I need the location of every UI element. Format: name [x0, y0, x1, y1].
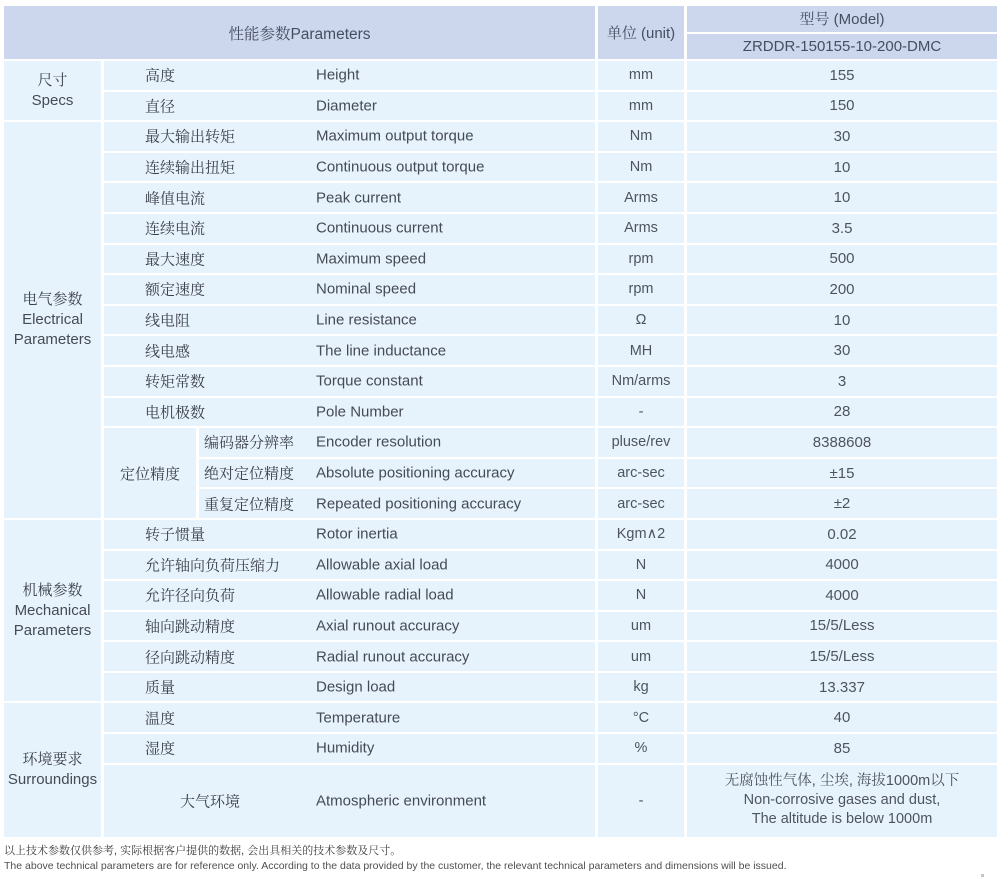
unit-cell: N — [598, 551, 687, 580]
param-label-cell — [199, 428, 598, 457]
param-label-cn: 线电感 — [145, 343, 191, 361]
table-row — [104, 765, 997, 839]
param-label-cn: 质量 — [145, 679, 176, 697]
param-label-en: Nominal speed — [316, 280, 417, 298]
footnote — [4, 844, 994, 874]
param-label-en: Diameter — [316, 97, 377, 115]
value-cell: 15/5/Less — [687, 642, 997, 671]
param-label-en: Maximum speed — [316, 250, 427, 268]
param-label-cn: 编码器分辨率 — [204, 434, 295, 452]
param-label-cn: 连续电流 — [145, 220, 206, 238]
param-label-cell — [104, 520, 598, 549]
value-line: 无腐蚀性气体, 尘埃, 海拔1000m以下 — [724, 773, 960, 790]
table-row — [104, 122, 997, 153]
value-line: Non-corrosive gases and dust, — [743, 792, 941, 809]
table-row — [104, 398, 997, 429]
param-label-en: Torque constant — [316, 372, 423, 390]
value-cell: 4000 — [687, 551, 997, 580]
footnote-cn: 以上技术参数仅供参考, 实际根据客户提供的数据, 会出具相关的技术参数及尺寸。 — [4, 845, 402, 857]
category-cell — [4, 122, 104, 520]
unit-cell: Nm — [598, 153, 687, 182]
table-row — [199, 459, 997, 490]
unit-cell: N — [598, 581, 687, 610]
param-label-cn: 转矩常数 — [145, 373, 206, 391]
header-model-number: ZRDDR-150155-10-200-DMC — [742, 37, 942, 55]
value-cell: 3 — [687, 367, 997, 396]
category-label-cn: 机械参数 — [22, 581, 83, 599]
param-label-cn: 高度 — [145, 67, 176, 85]
unit-cell: arc-sec — [598, 459, 687, 488]
param-label-cn: 最大输出转矩 — [145, 128, 236, 146]
param-label-cn: 电机极数 — [145, 404, 206, 422]
category-label-cn: 电气参数 — [22, 291, 83, 309]
param-label-cell — [104, 275, 598, 304]
header-model-label: 型号 (Model) — [687, 6, 997, 34]
param-label-cn: 绝对定位精度 — [204, 465, 295, 483]
unit-cell: mm — [598, 61, 687, 90]
param-label-cn: 大气环境 — [179, 793, 240, 811]
param-label-en: Pole Number — [316, 403, 404, 421]
value-cell: 500 — [687, 245, 997, 274]
param-label-cell — [104, 581, 598, 610]
table-row — [104, 367, 997, 398]
table-row — [104, 153, 997, 184]
param-label-cell — [199, 459, 598, 488]
param-label-en: Absolute positioning accuracy — [316, 464, 515, 482]
param-label-cell — [104, 214, 598, 243]
param-label-en: Allowable axial load — [316, 556, 448, 574]
table-row — [104, 306, 997, 337]
table-row — [104, 642, 997, 673]
param-label-en: Line resistance — [316, 311, 417, 329]
category-label-en: Surroundings — [7, 771, 98, 789]
unit-cell: °C — [598, 703, 687, 732]
param-label-en: Repeated positioning accuracy — [316, 495, 522, 513]
table-row — [104, 673, 997, 704]
param-label-cn: 允许轴向负荷压缩力 — [145, 557, 281, 575]
table-row — [104, 92, 997, 123]
param-label-cell — [199, 489, 598, 518]
unit-cell: Kgm∧2 — [598, 520, 687, 549]
param-label-en: Peak current — [316, 189, 402, 207]
param-label-cell — [104, 92, 598, 121]
unit-cell: arc-sec — [598, 489, 687, 518]
table-row — [104, 734, 997, 765]
table-body — [4, 61, 997, 839]
param-label-cell — [104, 398, 598, 427]
unit-cell: um — [598, 642, 687, 671]
param-label-cell — [104, 306, 598, 335]
unit-cell: Ω — [598, 306, 687, 335]
param-label-cn: 线电阻 — [145, 312, 191, 330]
value-cell: 155 — [687, 61, 997, 90]
param-label-cn: 允许径向负荷 — [145, 587, 236, 605]
table-group — [4, 520, 997, 704]
param-label-en: Encoder resolution — [316, 433, 442, 451]
param-label-en: Temperature — [316, 709, 401, 727]
table-row — [104, 245, 997, 276]
table-group — [4, 703, 997, 838]
value-cell: 28 — [687, 398, 997, 427]
value-cell: 40 — [687, 703, 997, 732]
param-label-en: Rotor inertia — [316, 525, 398, 543]
header-unit-cell: 单位 (unit) — [598, 6, 687, 59]
param-label-cell — [104, 122, 598, 151]
table-row — [104, 336, 997, 367]
table-row — [104, 612, 997, 643]
param-label-cn: 直径 — [145, 98, 176, 116]
unit-cell: rpm — [598, 245, 687, 274]
table-row — [199, 428, 997, 459]
subgroup-label-cell: 定位精度 — [104, 428, 199, 520]
unit-cell: kg — [598, 673, 687, 702]
param-label-cell — [104, 183, 598, 212]
group-rows — [104, 703, 997, 838]
category-label-en: Mechanical Parameters — [13, 601, 92, 639]
value-cell: 3.5 — [687, 214, 997, 243]
table-group — [4, 61, 997, 122]
header-parameters-cell: 性能参数Parameters — [4, 6, 598, 59]
value-cell: 85 — [687, 734, 997, 763]
value-cell: 8388608 — [687, 428, 997, 457]
param-label-en: Atmospheric environment — [316, 792, 487, 810]
group-rows — [104, 61, 997, 122]
value-cell: 4000 — [687, 581, 997, 610]
category-label-en: Specs — [31, 91, 74, 109]
unit-cell: MH — [598, 336, 687, 365]
param-label-cell — [104, 734, 598, 763]
param-label-cell — [104, 673, 598, 702]
spec-table — [4, 6, 997, 839]
table-row — [104, 520, 997, 551]
param-label-en: Axial runout accuracy — [316, 617, 460, 635]
param-label-cn: 温度 — [145, 710, 176, 728]
param-label-cell — [104, 245, 598, 274]
param-label-en: Maximum output torque — [316, 127, 474, 145]
param-label-en: Continuous output torque — [316, 158, 485, 176]
category-label-cn: 尺寸 — [37, 71, 68, 89]
table-row — [104, 183, 997, 214]
value-cell: ±2 — [687, 489, 997, 518]
unit-cell: Arms — [598, 214, 687, 243]
table-row — [104, 61, 997, 92]
unit-cell: - — [598, 765, 687, 837]
value-cell: 200 — [687, 275, 997, 304]
param-label-en: Radial runout accuracy — [316, 648, 470, 666]
param-label-cell — [104, 367, 598, 396]
param-label-en: Continuous current — [316, 219, 443, 237]
positioning-accuracy-group — [104, 428, 997, 520]
category-cell — [4, 703, 104, 838]
table-row — [104, 581, 997, 612]
param-label-en: The line inductance — [316, 342, 447, 360]
unit-cell: mm — [598, 92, 687, 121]
unit-cell: Nm — [598, 122, 687, 151]
param-label-cell — [104, 703, 598, 732]
param-label-en: Design load — [316, 678, 396, 696]
value-cell: 30 — [687, 122, 997, 151]
group-rows — [104, 520, 997, 704]
unit-cell: Arms — [598, 183, 687, 212]
param-label-cell — [104, 551, 598, 580]
artifact-dot — [981, 874, 984, 877]
param-label-cn: 额定速度 — [145, 281, 206, 299]
unit-cell: % — [598, 734, 687, 763]
param-label-cn: 最大速度 — [145, 251, 206, 269]
unit-cell: pluse/rev — [598, 428, 687, 457]
value-cell: 30 — [687, 336, 997, 365]
category-label-en: Electrical Parameters — [13, 311, 92, 349]
table-row — [104, 214, 997, 245]
group-rows — [104, 122, 997, 520]
param-label-cn: 径向跳动精度 — [145, 649, 236, 667]
param-label-cell — [104, 153, 598, 182]
unit-cell: rpm — [598, 275, 687, 304]
param-label-en: Height — [316, 66, 360, 84]
param-label-en: Allowable radial load — [316, 586, 454, 604]
footnote-en: The above technical parameters are for reference only. According to the data provided by the customer, the relevant technical parameters and dimensions will be issued. — [4, 860, 787, 872]
value-cell: 10 — [687, 306, 997, 335]
value-cell: 13.337 — [687, 673, 997, 702]
param-label-cn: 连续输出扭矩 — [145, 159, 236, 177]
param-label-cn: 湿度 — [145, 740, 176, 758]
param-label-cell — [104, 765, 598, 837]
param-label-cn: 轴向跳动精度 — [145, 618, 236, 636]
param-label-cell — [104, 336, 598, 365]
param-label-en: Humidity — [316, 739, 375, 757]
value-cell: 10 — [687, 153, 997, 182]
param-label-cn: 重复定位精度 — [204, 496, 295, 514]
value-cell: 0.02 — [687, 520, 997, 549]
category-label-cn: 环境要求 — [22, 751, 83, 769]
param-label-cell — [104, 61, 598, 90]
unit-cell: um — [598, 612, 687, 641]
value-line: The altitude is below 1000m — [751, 811, 933, 828]
table-row — [104, 551, 997, 582]
value-cell: ±15 — [687, 459, 997, 488]
table-row — [104, 703, 997, 734]
param-label-cell — [104, 612, 598, 641]
param-label-cell — [104, 642, 598, 671]
value-cell — [687, 765, 997, 837]
value-cell: 150 — [687, 92, 997, 121]
category-cell — [4, 520, 104, 704]
unit-cell: - — [598, 398, 687, 427]
unit-cell: Nm/arms — [598, 367, 687, 396]
header-model-cell — [687, 6, 997, 59]
param-label-cn: 转子惯量 — [145, 526, 206, 544]
subgroup-rows — [199, 428, 997, 520]
value-cell: 10 — [687, 183, 997, 212]
value-cell: 15/5/Less — [687, 612, 997, 641]
param-label-cn: 峰值电流 — [145, 190, 206, 208]
table-group — [4, 122, 997, 520]
table-row — [199, 489, 997, 520]
table-row — [104, 275, 997, 306]
category-cell — [4, 61, 104, 122]
table-header-row — [4, 6, 997, 61]
